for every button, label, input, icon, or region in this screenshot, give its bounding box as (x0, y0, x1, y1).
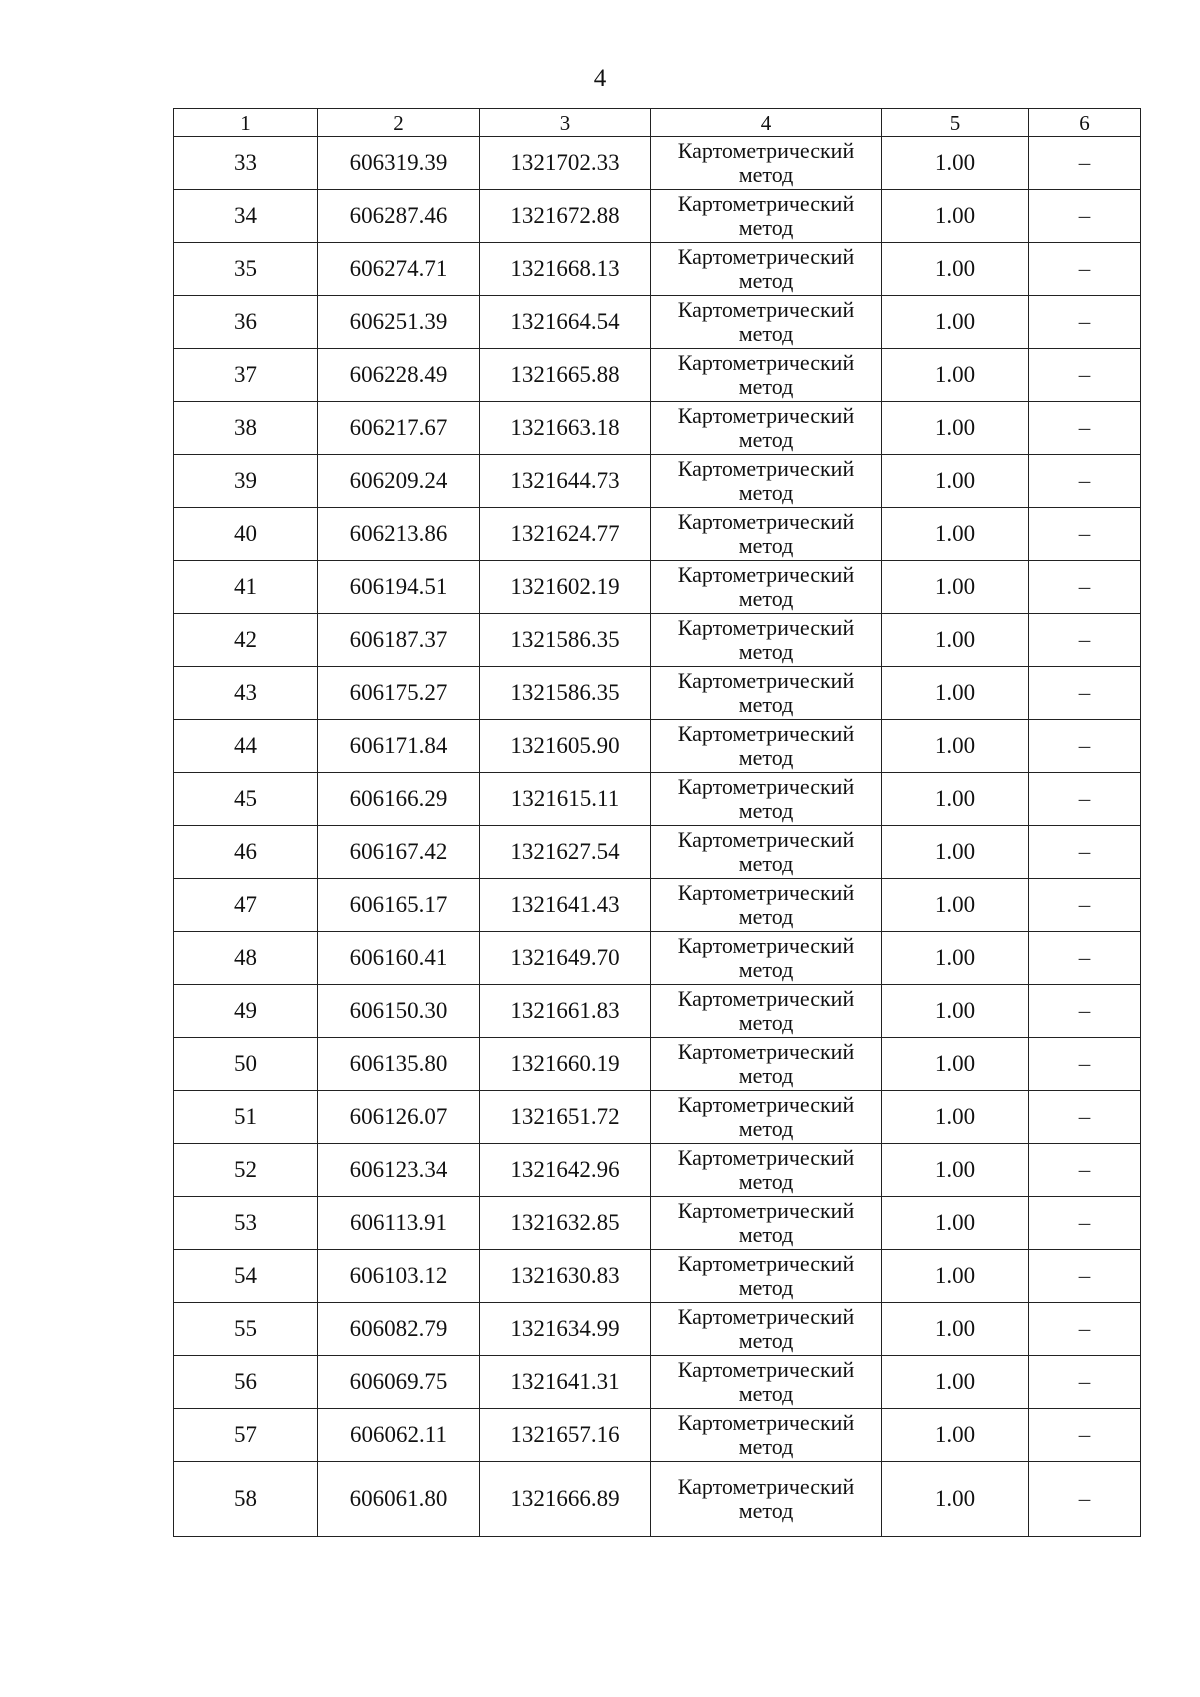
table-row (174, 1038, 1141, 1091)
x-coordinate-cell: 606213.86 (318, 508, 480, 561)
method-text-line2: метод (738, 904, 794, 929)
x-coordinate-cell: 606165.17 (318, 879, 480, 932)
point-number-cell: 42 (174, 614, 318, 667)
method-cell (651, 243, 882, 296)
method-text-line1: Картометрический (677, 1251, 855, 1276)
x-coordinate-cell: 606167.42 (318, 826, 480, 879)
note-cell: – (1029, 508, 1141, 561)
table-row (174, 508, 1141, 561)
note-cell: – (1029, 826, 1141, 879)
method-text-line1: Картометрический (677, 615, 855, 640)
column-header-1: 1 (174, 109, 318, 137)
x-coordinate-cell: 606194.51 (318, 561, 480, 614)
table-row (174, 1144, 1141, 1197)
x-coordinate-cell: 606160.41 (318, 932, 480, 985)
point-number-cell: 34 (174, 190, 318, 243)
method-text-line2: метод (738, 268, 794, 293)
coordinates-table (173, 108, 1141, 1537)
method-text-line2: метод (738, 692, 794, 717)
table-row (174, 773, 1141, 826)
y-coordinate-cell: 1321632.85 (480, 1197, 651, 1250)
y-coordinate-cell: 1321660.19 (480, 1038, 651, 1091)
method-text-line1: Картометрический (677, 350, 855, 375)
page-number: 4 (593, 65, 607, 92)
point-number-cell: 52 (174, 1144, 318, 1197)
accuracy-cell: 1.00 (882, 932, 1029, 985)
method-text-line2: метод (738, 1328, 794, 1353)
note-cell: – (1029, 1250, 1141, 1303)
x-coordinate-cell: 606126.07 (318, 1091, 480, 1144)
point-number-cell: 37 (174, 349, 318, 402)
method-text-line2: метод (738, 533, 794, 558)
method-cell (651, 985, 882, 1038)
y-coordinate-cell: 1321651.72 (480, 1091, 651, 1144)
note-cell: – (1029, 1409, 1141, 1462)
accuracy-cell: 1.00 (882, 1409, 1029, 1462)
y-coordinate-cell: 1321602.19 (480, 561, 651, 614)
x-coordinate-cell: 606187.37 (318, 614, 480, 667)
note-cell: – (1029, 1144, 1141, 1197)
method-text-line1: Картометрический (677, 244, 855, 269)
y-coordinate-cell: 1321627.54 (480, 826, 651, 879)
accuracy-cell: 1.00 (882, 349, 1029, 402)
method-cell (651, 190, 882, 243)
x-coordinate-cell: 606319.39 (318, 137, 480, 190)
method-text-line2: метод (738, 1169, 794, 1194)
table-row (174, 349, 1141, 402)
note-cell: – (1029, 402, 1141, 455)
accuracy-cell: 1.00 (882, 879, 1029, 932)
x-coordinate-cell: 606209.24 (318, 455, 480, 508)
y-coordinate-cell: 1321702.33 (480, 137, 651, 190)
method-cell (651, 1356, 882, 1409)
accuracy-cell: 1.00 (882, 455, 1029, 508)
note-cell: – (1029, 1356, 1141, 1409)
table-row (174, 1356, 1141, 1409)
y-coordinate-cell: 1321641.43 (480, 879, 651, 932)
method-text-line1: Картометрический (677, 1357, 855, 1382)
method-text-line1: Картометрический (677, 827, 855, 852)
point-number-cell: 45 (174, 773, 318, 826)
x-coordinate-cell: 606061.80 (318, 1462, 480, 1537)
method-cell (651, 137, 882, 190)
method-cell (651, 1462, 882, 1537)
method-cell (651, 455, 882, 508)
accuracy-cell: 1.00 (882, 190, 1029, 243)
note-cell: – (1029, 720, 1141, 773)
note-cell: – (1029, 614, 1141, 667)
point-number-cell: 35 (174, 243, 318, 296)
method-cell (651, 720, 882, 773)
method-text-line1: Картометрический (677, 1304, 855, 1329)
column-header-5: 5 (882, 109, 1029, 137)
x-coordinate-cell: 606287.46 (318, 190, 480, 243)
column-header-3: 3 (480, 109, 651, 137)
accuracy-cell: 1.00 (882, 296, 1029, 349)
x-coordinate-cell: 606274.71 (318, 243, 480, 296)
table-row (174, 243, 1141, 296)
y-coordinate-cell: 1321672.88 (480, 190, 651, 243)
table-row (174, 137, 1141, 190)
method-cell (651, 1250, 882, 1303)
method-cell (651, 1144, 882, 1197)
method-cell (651, 508, 882, 561)
method-cell (651, 932, 882, 985)
y-coordinate-cell: 1321641.31 (480, 1356, 651, 1409)
method-text-line1: Картометрический (677, 191, 855, 216)
note-cell: – (1029, 455, 1141, 508)
table-body (174, 137, 1141, 1537)
x-coordinate-cell: 606217.67 (318, 402, 480, 455)
accuracy-cell: 1.00 (882, 1197, 1029, 1250)
point-number-cell: 46 (174, 826, 318, 879)
table-row (174, 614, 1141, 667)
accuracy-cell: 1.00 (882, 137, 1029, 190)
note-cell: – (1029, 879, 1141, 932)
method-text-line2: метод (738, 480, 794, 505)
y-coordinate-cell: 1321657.16 (480, 1409, 651, 1462)
table-row (174, 190, 1141, 243)
method-text-line2: метод (738, 1275, 794, 1300)
table-row (174, 667, 1141, 720)
accuracy-cell: 1.00 (882, 720, 1029, 773)
x-coordinate-cell: 606103.12 (318, 1250, 480, 1303)
method-cell (651, 1409, 882, 1462)
method-text-line2: метод (738, 1063, 794, 1088)
method-text-line1: Картометрический (677, 403, 855, 428)
method-cell (651, 561, 882, 614)
table-row (174, 879, 1141, 932)
table-row (174, 1250, 1141, 1303)
column-header-4: 4 (651, 109, 882, 137)
method-text-line2: метод (738, 586, 794, 611)
accuracy-cell: 1.00 (882, 1356, 1029, 1409)
method-text-line1: Картометрический (677, 1145, 855, 1170)
point-number-cell: 48 (174, 932, 318, 985)
note-cell: – (1029, 985, 1141, 1038)
table-row (174, 1462, 1141, 1537)
x-coordinate-cell: 606135.80 (318, 1038, 480, 1091)
method-text-line2: метод (738, 1222, 794, 1247)
note-cell: – (1029, 773, 1141, 826)
accuracy-cell: 1.00 (882, 402, 1029, 455)
y-coordinate-cell: 1321665.88 (480, 349, 651, 402)
x-coordinate-cell: 606113.91 (318, 1197, 480, 1250)
y-coordinate-cell: 1321586.35 (480, 667, 651, 720)
table-row (174, 826, 1141, 879)
point-number-cell: 57 (174, 1409, 318, 1462)
accuracy-cell: 1.00 (882, 1038, 1029, 1091)
point-number-cell: 33 (174, 137, 318, 190)
method-text-line2: метод (738, 1498, 794, 1523)
x-coordinate-cell: 606069.75 (318, 1356, 480, 1409)
y-coordinate-cell: 1321666.89 (480, 1462, 651, 1537)
table-row (174, 932, 1141, 985)
method-text-line1: Картометрический (677, 1198, 855, 1223)
point-number-cell: 38 (174, 402, 318, 455)
x-coordinate-cell: 606123.34 (318, 1144, 480, 1197)
y-coordinate-cell: 1321634.99 (480, 1303, 651, 1356)
point-number-cell: 50 (174, 1038, 318, 1091)
method-cell (651, 1303, 882, 1356)
note-cell: – (1029, 349, 1141, 402)
y-coordinate-cell: 1321664.54 (480, 296, 651, 349)
method-text-line2: метод (738, 374, 794, 399)
note-cell: – (1029, 1038, 1141, 1091)
y-coordinate-cell: 1321649.70 (480, 932, 651, 985)
method-text-line2: метод (738, 957, 794, 982)
method-text-line2: метод (738, 798, 794, 823)
accuracy-cell: 1.00 (882, 1250, 1029, 1303)
point-number-cell: 47 (174, 879, 318, 932)
y-coordinate-cell: 1321661.83 (480, 985, 651, 1038)
point-number-cell: 43 (174, 667, 318, 720)
method-text-line1: Картометрический (677, 668, 855, 693)
y-coordinate-cell: 1321668.13 (480, 243, 651, 296)
method-cell (651, 826, 882, 879)
method-cell (651, 296, 882, 349)
method-text-line1: Картометрический (677, 297, 855, 322)
note-cell: – (1029, 137, 1141, 190)
y-coordinate-cell: 1321624.77 (480, 508, 651, 561)
x-coordinate-cell: 606171.84 (318, 720, 480, 773)
accuracy-cell: 1.00 (882, 826, 1029, 879)
x-coordinate-cell: 606228.49 (318, 349, 480, 402)
point-number-cell: 49 (174, 985, 318, 1038)
y-coordinate-cell: 1321586.35 (480, 614, 651, 667)
x-coordinate-cell: 606166.29 (318, 773, 480, 826)
method-text-line1: Картометрический (677, 1092, 855, 1117)
note-cell: – (1029, 243, 1141, 296)
method-text-line2: метод (738, 1434, 794, 1459)
table-row (174, 1197, 1141, 1250)
point-number-cell: 41 (174, 561, 318, 614)
y-coordinate-cell: 1321615.11 (480, 773, 651, 826)
point-number-cell: 36 (174, 296, 318, 349)
table-row (174, 402, 1141, 455)
note-cell: – (1029, 1197, 1141, 1250)
point-number-cell: 56 (174, 1356, 318, 1409)
y-coordinate-cell: 1321663.18 (480, 402, 651, 455)
point-number-cell: 39 (174, 455, 318, 508)
method-text-line1: Картометрический (677, 1410, 855, 1435)
point-number-cell: 51 (174, 1091, 318, 1144)
accuracy-cell: 1.00 (882, 243, 1029, 296)
point-number-cell: 53 (174, 1197, 318, 1250)
method-text-line2: метод (738, 215, 794, 240)
note-cell: – (1029, 1091, 1141, 1144)
method-text-line2: метод (738, 321, 794, 346)
method-cell (651, 879, 882, 932)
note-cell: – (1029, 667, 1141, 720)
accuracy-cell: 1.00 (882, 508, 1029, 561)
method-text-line2: метод (738, 1010, 794, 1035)
table-row (174, 296, 1141, 349)
method-text-line2: метод (738, 745, 794, 770)
method-text-line1: Картометрический (677, 721, 855, 746)
method-cell (651, 773, 882, 826)
method-text-line2: метод (738, 1116, 794, 1141)
y-coordinate-cell: 1321605.90 (480, 720, 651, 773)
method-text-line2: метод (738, 1381, 794, 1406)
accuracy-cell: 1.00 (882, 985, 1029, 1038)
column-header-6: 6 (1029, 109, 1141, 137)
x-coordinate-cell: 606150.30 (318, 985, 480, 1038)
table-row (174, 1091, 1141, 1144)
x-coordinate-cell: 606175.27 (318, 667, 480, 720)
accuracy-cell: 1.00 (882, 1303, 1029, 1356)
point-number-cell: 40 (174, 508, 318, 561)
accuracy-cell: 1.00 (882, 614, 1029, 667)
point-number-cell: 55 (174, 1303, 318, 1356)
accuracy-cell: 1.00 (882, 1462, 1029, 1537)
method-text-line2: метод (738, 427, 794, 452)
method-text-line1: Картометрический (677, 456, 855, 481)
method-text-line2: метод (738, 851, 794, 876)
y-coordinate-cell: 1321644.73 (480, 455, 651, 508)
table-row (174, 1409, 1141, 1462)
table-row (174, 985, 1141, 1038)
table-header-row (174, 109, 1141, 137)
method-cell (651, 1091, 882, 1144)
table-row (174, 1303, 1141, 1356)
method-cell (651, 614, 882, 667)
note-cell: – (1029, 561, 1141, 614)
method-text-line1: Картометрический (677, 880, 855, 905)
x-coordinate-cell: 606062.11 (318, 1409, 480, 1462)
method-text-line1: Картометрический (677, 1474, 855, 1499)
accuracy-cell: 1.00 (882, 773, 1029, 826)
method-text-line2: метод (738, 162, 794, 187)
point-number-cell: 58 (174, 1462, 318, 1537)
method-text-line1: Картометрический (677, 933, 855, 958)
method-text-line1: Картометрический (677, 986, 855, 1011)
method-cell (651, 1197, 882, 1250)
method-text-line1: Картометрический (677, 138, 855, 163)
x-coordinate-cell: 606082.79 (318, 1303, 480, 1356)
method-text-line2: метод (738, 639, 794, 664)
note-cell: – (1029, 1303, 1141, 1356)
y-coordinate-cell: 1321642.96 (480, 1144, 651, 1197)
accuracy-cell: 1.00 (882, 1091, 1029, 1144)
note-cell: – (1029, 1462, 1141, 1537)
method-text-line1: Картометрический (677, 562, 855, 587)
note-cell: – (1029, 190, 1141, 243)
method-cell (651, 349, 882, 402)
method-text-line1: Картометрический (677, 774, 855, 799)
note-cell: – (1029, 296, 1141, 349)
x-coordinate-cell: 606251.39 (318, 296, 480, 349)
column-header-2: 2 (318, 109, 480, 137)
accuracy-cell: 1.00 (882, 561, 1029, 614)
point-number-cell: 44 (174, 720, 318, 773)
y-coordinate-cell: 1321630.83 (480, 1250, 651, 1303)
note-cell: – (1029, 932, 1141, 985)
method-text-line1: Картометрический (677, 1039, 855, 1064)
accuracy-cell: 1.00 (882, 1144, 1029, 1197)
table-row (174, 561, 1141, 614)
point-number-cell: 54 (174, 1250, 318, 1303)
method-cell (651, 667, 882, 720)
table-row (174, 720, 1141, 773)
table-row (174, 455, 1141, 508)
accuracy-cell: 1.00 (882, 667, 1029, 720)
method-text-line1: Картометрический (677, 509, 855, 534)
method-cell (651, 1038, 882, 1091)
method-cell (651, 402, 882, 455)
